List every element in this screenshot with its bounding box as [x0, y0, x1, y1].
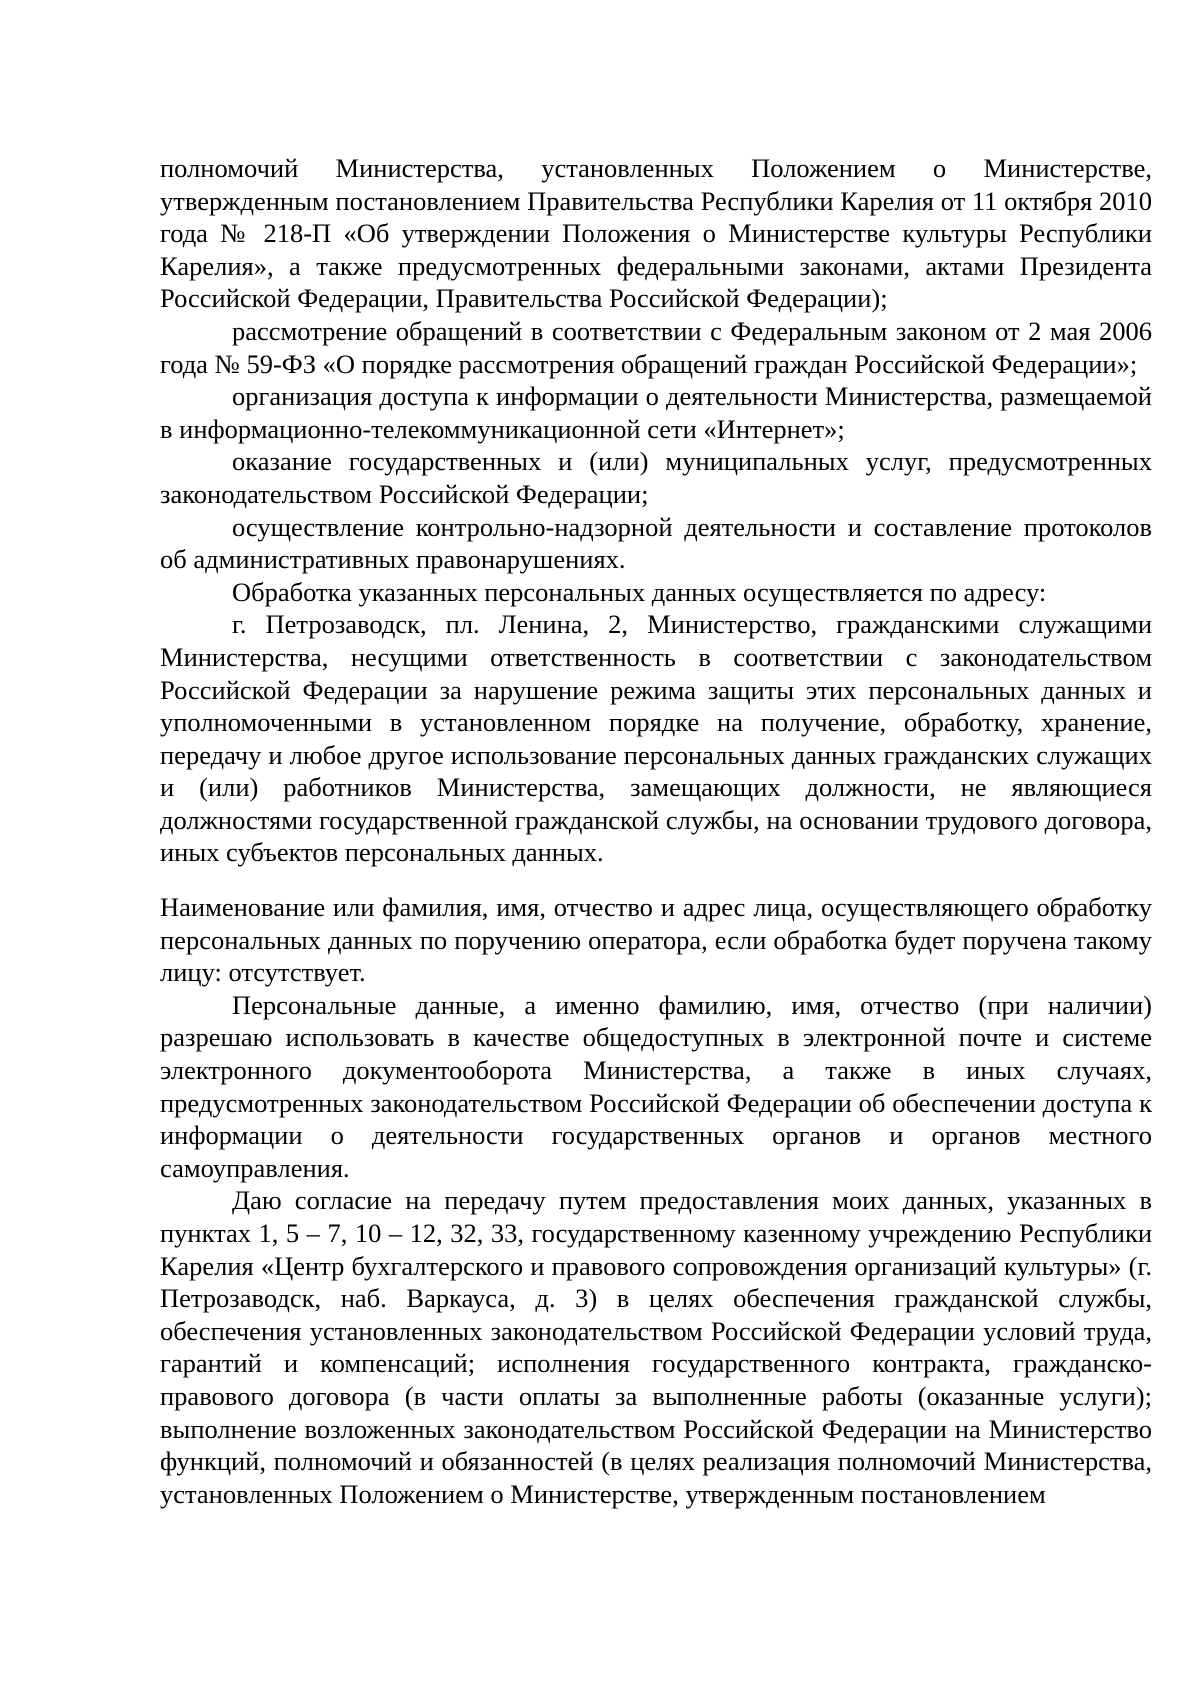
- paragraph-processing-address-intro: Обработка указанных персональных данных осуществляется по адресу:: [232, 576, 1047, 607]
- paragraph-processing-address: г. Петрозаводск, пл. Ленина, 2, Министерство, гражданскими служащими Министерства, несущими ответственность в соответствии с законодательством Российской Федерации за нарушение режима защиты этих персональных данных и уполномоченными в установленном порядке на получение, обработку, хранение, передачу и любое другое использование персональных данных гражданских служащих и (или) работников Министерства, замещающих должности, не являющиеся должностями государственной гражданской службы, на основании трудового договора, иных субъектов персональных данных.: [160, 609, 1152, 868]
- paragraph-control-supervision: осуществление контрольно-надзорной деятельности и составление протоколов об административных правонарушениях.: [160, 511, 1152, 575]
- paragraph-authority-continuation: полномочий Министерства, установленных Положением о Министерстве, утвержденным постановлением Правительства Республики Карелия от 11 октября 2010 года № 218-П «Об утверждении Положения о Министерстве культуры Республики Карелия», а также предусмотренных федеральными законами, актами Президента Российской Федерации, Правительства Российской Федерации);: [160, 153, 1152, 314]
- paragraph-appeals: рассмотрение обращений в соответствии с Федеральным законом от 2 мая 2006 года № 59-ФЗ «О порядке рассмотрения обращений граждан Российской Федерации»;: [160, 315, 1152, 379]
- paragraph-third-party-processor: Наименование или фамилия, имя, отчество и адрес лица, осуществляющего обработку персональных данных по поручению оператора, если обработка будет поручена такому лицу: отсутствует.: [160, 892, 1152, 988]
- paragraph-information-access: организация доступа к информации о деятельности Министерства, размещаемой в информационно-телекоммуникационной сети «Интернет»;: [160, 381, 1152, 444]
- document-page: [160, 152, 1152, 1510]
- paragraph-public-data-consent: Персональные данные, а именно фамилию, имя, отчество (при наличии) разрешаю использовать в качестве общедоступных в электронной почте и системе электронного документооборота Министерства, а также в иных случаях, предусмотренных законодательством Российской Федерации об обеспечении доступа к информации о деятельности государственных органов и органов местного самоуправления.: [160, 989, 1152, 1183]
- paragraph-public-services: оказание государственных и (или) муниципальных услуг, предусмотренных законодательством Российской Федерации;: [160, 446, 1152, 509]
- paragraph-spacer: [160, 869, 1152, 891]
- paragraph-transfer-consent: Даю согласие на передачу путем предоставления моих данных, указанных в пунктах 1, 5 – 7, 10 – 12, 32, 33, государственному казенному учреждению Республики Карелия «Центр бухгалтерского и правового сопровождения организаций культуры» (г. Петрозаводск, наб. Варкауса, д. 3) в целях обеспечения гражданской службы, обеспечения установленных законодательством Российской Федерации условий труда, гарантий и компенсаций; исполнения государственного контракта, гражданско-правового договора (в части оплаты за выполненные работы (оказанные услуги); выполнение возложенных законодательством Российской Федерации на Министерство функций, полномочий и обязанностей (в целях реализация полномочий Министерства, установленных Положением о Министерстве, утвержденным постановлением: [160, 1185, 1152, 1509]
